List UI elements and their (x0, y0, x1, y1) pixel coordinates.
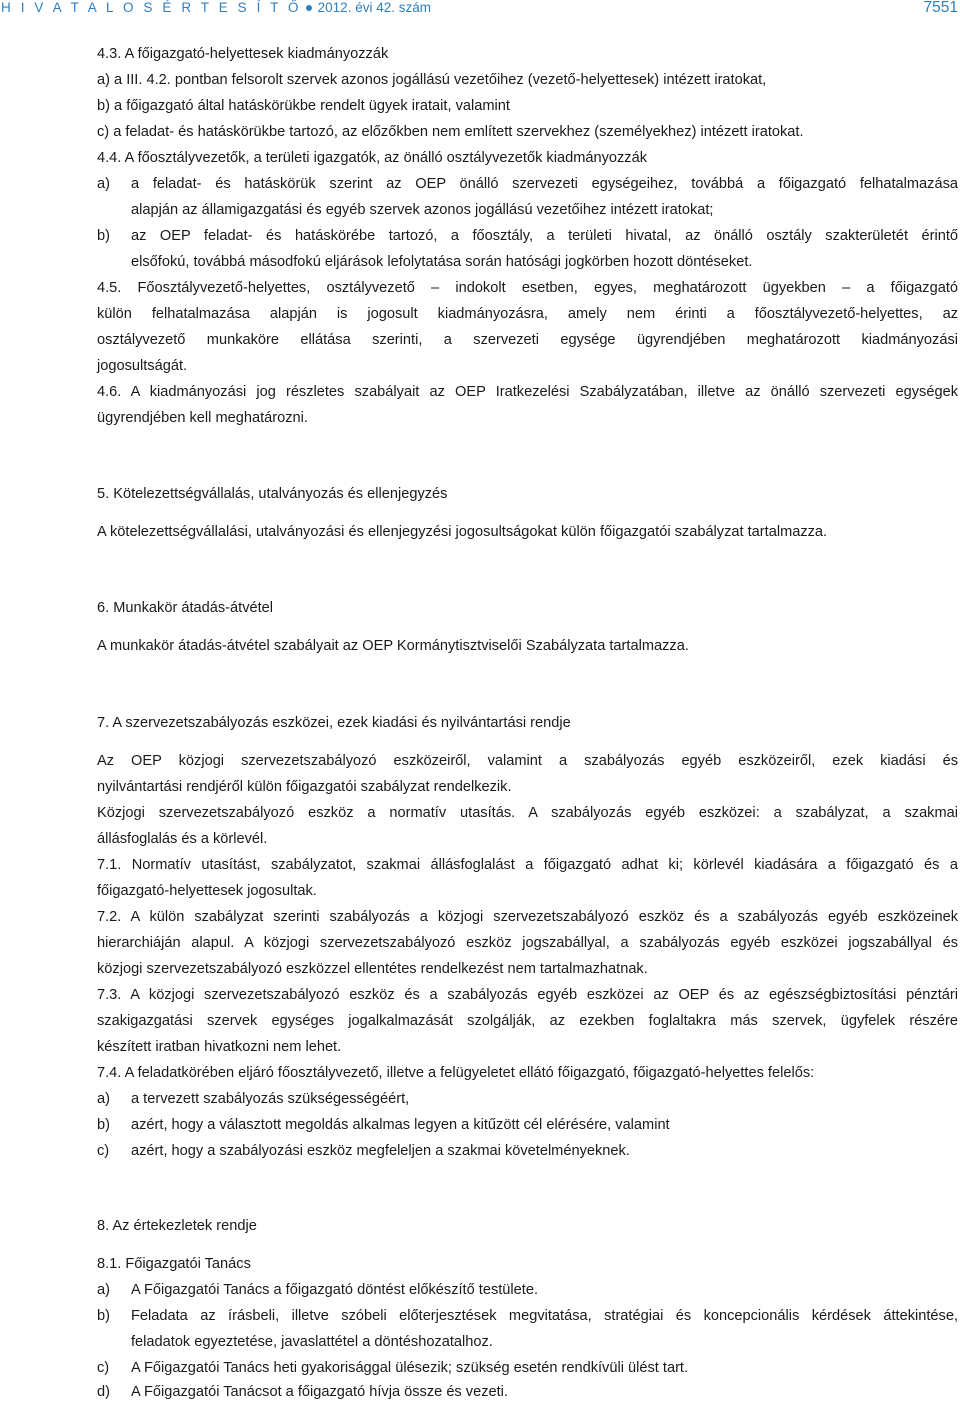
section-7-1-line2: főigazgató-helyettesek jogosultak. (97, 883, 317, 899)
section-7-4-item-a-label: a) (97, 1091, 110, 1107)
section-8-1-item-a-text: A Főigazgatói Tanács a főigazgató döntést előkészítő testülete. (131, 1282, 538, 1298)
section-7-para2-line2: állásfoglalás és a körlevél. (97, 831, 268, 847)
section-8-1-item-a-label: a) (97, 1282, 110, 1298)
section-7-2-line3: közjogi szervezetszabályozó eszközzel ellentétes rendelkezést nem tartalmazhatnak. (97, 961, 648, 977)
section-7-4-item-c-text: azért, hogy a szabályozási eszköz megfeleljen a szakmai követelményeknek. (131, 1143, 630, 1159)
section-4-6-line2: ügyrendjében kell meghatározni. (97, 410, 308, 426)
section-7-para1-line1: Az OEP közjogi szervezetszabályozó eszközeiről, valamint a szabályozás egyéb eszközeiről, ezek kiadási és (97, 753, 958, 769)
section-5-body: A kötelezettségvállalási, utalványozási és ellenjegyzési jogosultságokat külön főigazgatói szabályzat tartalmazza. (97, 524, 828, 540)
section-7-para1-line2: nyilvántartási rendjéről külön főigazgatói szabályzat rendelkezik. (97, 779, 512, 795)
section-4-4-item-a-label: a) (97, 176, 110, 192)
section-4-4-heading: 4.4. A főosztályvezetők, a területi igazgatók, az önálló osztályvezetők kiadmányozzák (97, 150, 648, 166)
section-4-3-item-c: c) a feladat- és hatáskörükbe tartozó, az előzőkben nem említett szervekhez (személyekhez) intézett iratokat. (97, 124, 804, 140)
running-title-block (1, 0, 431, 16)
section-6-heading: 6. Munkakör átadás-átvétel (97, 600, 274, 616)
section-7-4-item-b-label: b) (97, 1117, 110, 1133)
section-7-2-line2: hierarchiáján alapul. A közjogi szervezetszabályozó eszköz jogszabállyal, a szabályozás egyéb eszközei jogszabállyal és (97, 935, 958, 951)
section-7-4-item-a-text: a tervezett szabályozás szükségességéért, (131, 1091, 410, 1107)
section-8-1-item-d-label: d) (97, 1384, 110, 1400)
section-8-heading: 8. Az értekezletek rendje (97, 1218, 257, 1234)
section-8-1-item-b-line2: feladatok egyeztetése, javaslattétel a döntéshozatalhoz. (131, 1334, 493, 1350)
section-7-4-heading: 7.4. A feladatkörében eljáró főosztályvezető, illetve a felügyeletet ellátó főigazgató, főigazgató-helyettes felelős: (97, 1065, 815, 1081)
section-6-body: A munkakör átadás-átvétel szabályait az OEP Kormánytisztviselői Szabályzata tartalmazza. (97, 638, 689, 654)
section-4-3-heading: 4.3. A főigazgató-helyettesek kiadmányozzák (97, 46, 389, 62)
section-7-3-line1: 7.3. A közjogi szervezetszabályozó eszköz és a szabályozás egyéb eszközei az OEP és az egészségbiztosítási pénztári (97, 987, 958, 1003)
section-7-heading: 7. A szervezetszabályozás eszközei, ezek kiadási és nyilvántartási rendje (97, 715, 571, 731)
running-title: H I V A T A L O S É R T E S Í T Ő (1, 0, 302, 15)
section-7-4-item-c-label: c) (97, 1143, 110, 1159)
section-4-4-item-b-label: b) (97, 228, 110, 244)
section-7-2-line1: 7.2. A külön szabályzat szerinti szabályozás a közjogi szervezetszabályozó eszköz és a szabályozás egyéb eszközeinek (97, 909, 958, 925)
section-4-3-item-a: a) a III. 4.2. pontban felsorolt szervek azonos jogállású vezetőihez (vezető-helyettesek) intézett iratokat, (97, 72, 767, 88)
section-4-5-line4: jogosultságát. (97, 358, 188, 374)
section-7-para2-line1: Közjogi szervezetszabályozó eszköz a normatív utasítás. A szabályozás egyéb eszközei: a szabályzat, a szakmai (97, 805, 958, 821)
section-5-heading: 5. Kötelezettségvállalás, utalványozás és ellenjegyzés (97, 486, 448, 502)
section-8-1-item-b-label: b) (97, 1308, 110, 1324)
section-4-5-line1: 4.5. Főosztályvezető-helyettes, osztályvezető – indokolt esetben, egyes, meghatározott ügyekben – a főigazgató (97, 280, 958, 296)
issue-label: 2012. évi 42. szám (317, 0, 431, 15)
section-7-3-line3: készített iratban hivatkozni nem lehet. (97, 1039, 342, 1055)
section-4-5-line2: külön felhatalmazása alapján is jogosult kiadmányozásra, amely nem érinti a főosztályvezető-helyettes, az (97, 306, 958, 322)
section-4-3-item-b: b) a főigazgató által hatáskörükbe rendelt ügyek iratait, valamint (97, 98, 510, 114)
section-8-1-item-c-text: A Főigazgatói Tanács heti gyakorisággal ülésezik; szükség esetén rendkívüli ülést tart. (131, 1360, 689, 1376)
section-4-4-item-b-line1: az OEP feladat- és hatáskörébe tartozó, a főosztály, a területi hivatal, az önálló osztály szakterületét érintő (131, 228, 958, 244)
section-4-6-line1: 4.6. A kiadmányozási jog részletes szabályait az OEP Iratkezelési Szabályzatában, illetve az önálló szervezeti egységek (97, 384, 958, 400)
section-4-5-line3: osztályvezető munkaköre ellátása szerinti, a szervezeti egysége ügyrendjében meghatározott kiadmányozási (97, 332, 958, 348)
bullet-dot-icon (306, 5, 312, 11)
section-8-1-item-b-line1: Feladata az írásbeli, illetve szóbeli előterjesztések megvitatása, stratégiai és koncepcionális kérdések áttekintése, (131, 1308, 958, 1324)
running-header (0, 0, 960, 20)
page-number: 7551 (923, 0, 958, 16)
section-8-1-item-c-label: c) (97, 1360, 110, 1376)
section-7-1-line1: 7.1. Normatív utasítást, szabályzatot, szakmai állásfoglalást a főigazgató adhat ki; körlevél kiadására a főigazgató és a (97, 857, 958, 873)
section-7-3-line2: szakigazgatási szervek egységes jogalkalmazását szolgálják, az ezekben foglaltakra más szervek, ügyfelek részére (97, 1013, 958, 1029)
section-8-1-item-d-text: A Főigazgatói Tanácsot a főigazgató hívja össze és vezeti. (131, 1384, 508, 1400)
section-4-4-item-a-line2: alapján az államigazgatási és egyéb szervek azonos jogállású vezetőihez intézett iratokat; (131, 202, 714, 218)
section-4-4-item-a-line1: a feladat- és hatáskörük szerint az OEP önálló szervezeti egységeihez, továbbá a főigazgató felhatalmazása (131, 176, 958, 192)
section-4-4-item-b-line2: elsőfokú, továbbá másodfokú eljárások lefolytatása során hatósági jogkörben hozott döntéseket. (131, 254, 753, 270)
section-7-4-item-b-text: azért, hogy a választott megoldás alkalmas legyen a kitűzött cél elérésére, valamint (131, 1117, 670, 1133)
section-8-1-heading: 8.1. Főigazgatói Tanács (97, 1256, 251, 1272)
